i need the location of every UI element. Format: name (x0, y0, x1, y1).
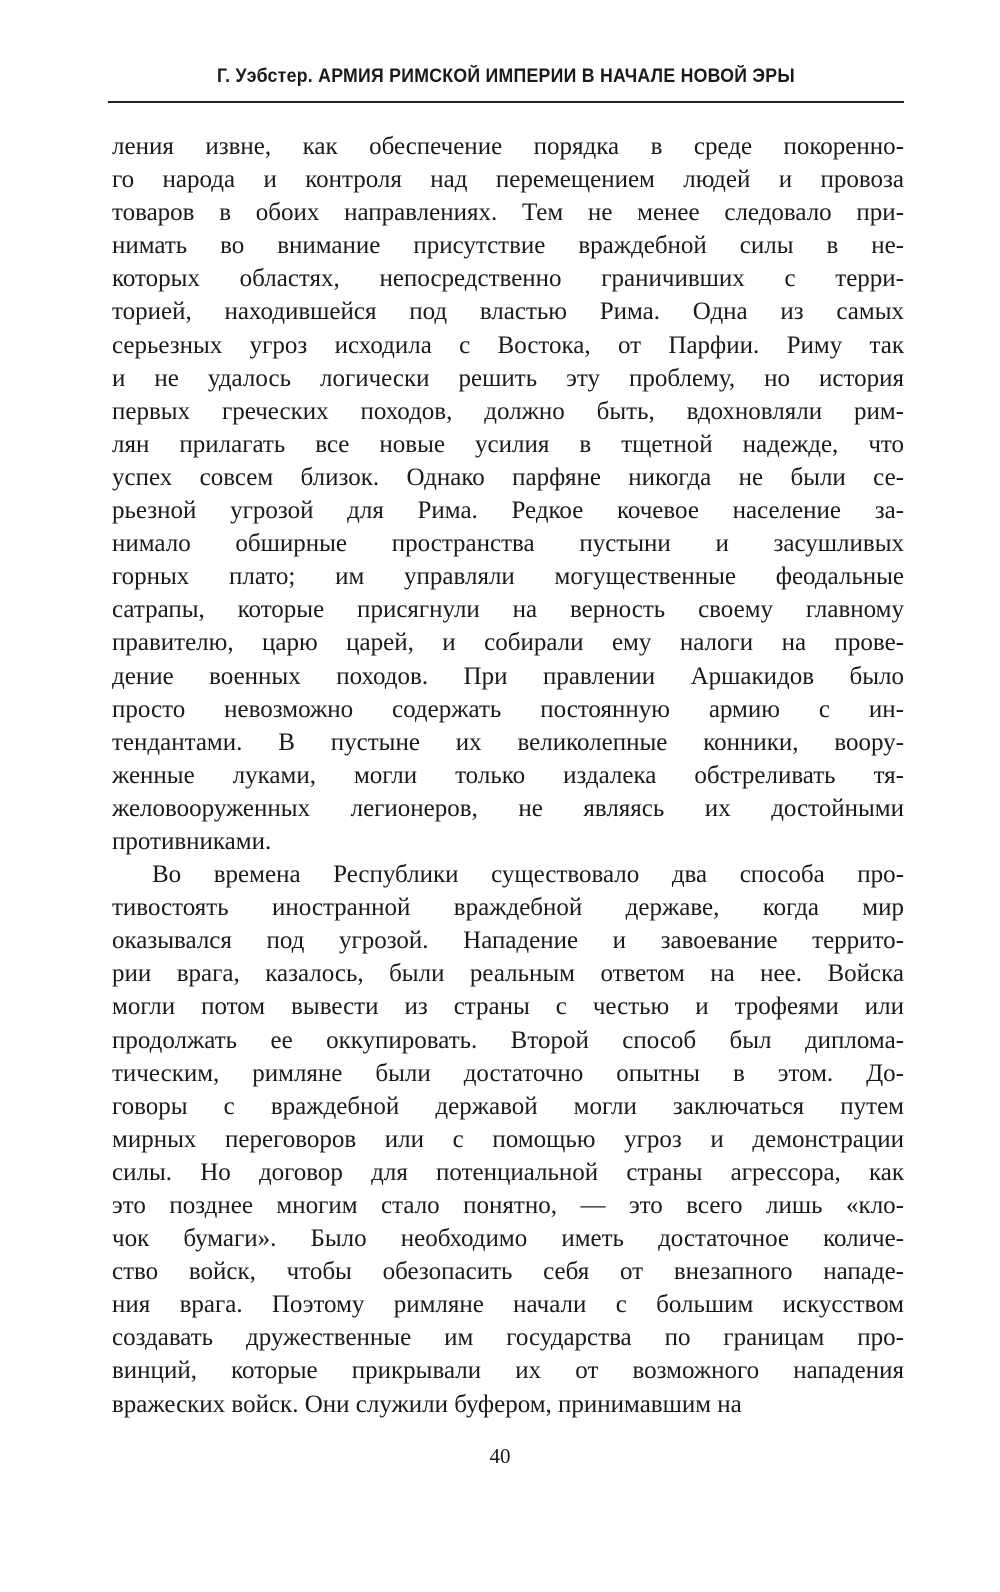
running-head-title: АРМИЯ РИМСКОЙ ИМПЕРИИ В НАЧАЛЕ НОВОЙ ЭРЫ (318, 66, 795, 87)
text-line: создавать дружественные им государства по границам про- (112, 1324, 904, 1352)
text-line: винций, которые прикрывали их от возможного нападения (112, 1357, 904, 1385)
text-line: товаров в обоих направлениях. Тем не менее следовало при- (112, 199, 904, 227)
text-line: первых греческих походов, должно быть, вдохновляли рим- (112, 397, 904, 425)
text-line: ство войск, чтобы обезопасить себя от внезапного нападе- (112, 1258, 904, 1286)
text-line: оказывался под угрозой. Нападение и завоевание террито- (112, 927, 904, 955)
header-rule (108, 101, 904, 103)
text-line: Во времена Республики существовало два способа про- (152, 861, 904, 889)
text-line: рии врага, казалось, были реальным ответом на нее. Войска (112, 960, 904, 988)
text-line: торией, находившейся под властью Рима. Одна из самых (112, 298, 904, 326)
text-line: продолжать ее оккупировать. Второй способ был диплома- (112, 1026, 904, 1054)
text-line: сатрапы, которые присягнули на верность своему главному (112, 596, 904, 624)
text-line: мирных переговоров или с помощью угроз и демонстрации (112, 1125, 904, 1153)
text-line: лян прилагать все новые усилия в тщетной надежде, что (112, 430, 904, 458)
text-line: нимало обширные пространства пустыни и засушливых (112, 530, 904, 558)
text-line: противниками. (112, 827, 272, 855)
text-line: чок бумаги». Было необходимо иметь достаточное количе- (112, 1225, 904, 1253)
text-line: вражеских войск. Они служили буфером, принимавшим на (112, 1390, 742, 1418)
text-line: просто невозможно содержать постоянную армию с ин- (112, 695, 904, 723)
running-head-author: Г. Уэбстер. (217, 66, 313, 87)
text-line: дение военных походов. При правлении Аршакидов было (112, 662, 904, 690)
text-line: ния врага. Поэтому римляне начали с большим искусством (112, 1291, 904, 1319)
text-line: могли потом вывести из страны с честью и трофеями или (112, 993, 904, 1021)
text-line: правителю, царю царей, и собирали ему налоги на прове- (112, 629, 904, 657)
text-line: нимать во внимание присутствие враждебной силы в не- (112, 232, 904, 260)
page-number: 40 (489, 1444, 511, 1468)
text-line: рьезной угрозой для Рима. Редкое кочевое население за- (112, 497, 904, 525)
text-line: успех совсем близок. Однако парфяне никогда не были се- (112, 463, 904, 491)
body-text (112, 130, 904, 1421)
text-line: это позднее многим стало понятно, — это всего лишь «кло- (112, 1192, 904, 1219)
text-line: го народа и контроля над перемещением людей и провоза (112, 166, 904, 194)
running-head (136, 66, 876, 88)
text-line: ления извне, как обеспечение порядка в среде покоренно- (112, 133, 904, 160)
text-line: тическим, римляне были достаточно опытны в этом. До- (112, 1059, 904, 1087)
text-line: горных плато; им управляли могущественные феодальные (112, 563, 904, 591)
text-line: тендантами. В пустыне их великолепные конники, воору- (112, 728, 904, 756)
text-line: желовооруженных легионеров, не являясь их достойными (112, 794, 904, 822)
text-line: которых областях, непосредственно граничивших с терри- (112, 265, 904, 293)
text-line: силы. Но договор для потенциальной страны агрессора, как (112, 1158, 904, 1186)
text-line: женные луками, могли только издалека обстреливать тя- (112, 761, 904, 789)
text-line: серьезных угроз исходила с Востока, от Парфии. Риму так (112, 331, 904, 359)
text-line: тивостоять иностранной враждебной державе, когда мир (112, 894, 904, 922)
text-line: и не удалось логически решить эту проблему, но история (112, 364, 904, 392)
text-line: говоры с враждебной державой могли заключаться путем (112, 1092, 904, 1120)
